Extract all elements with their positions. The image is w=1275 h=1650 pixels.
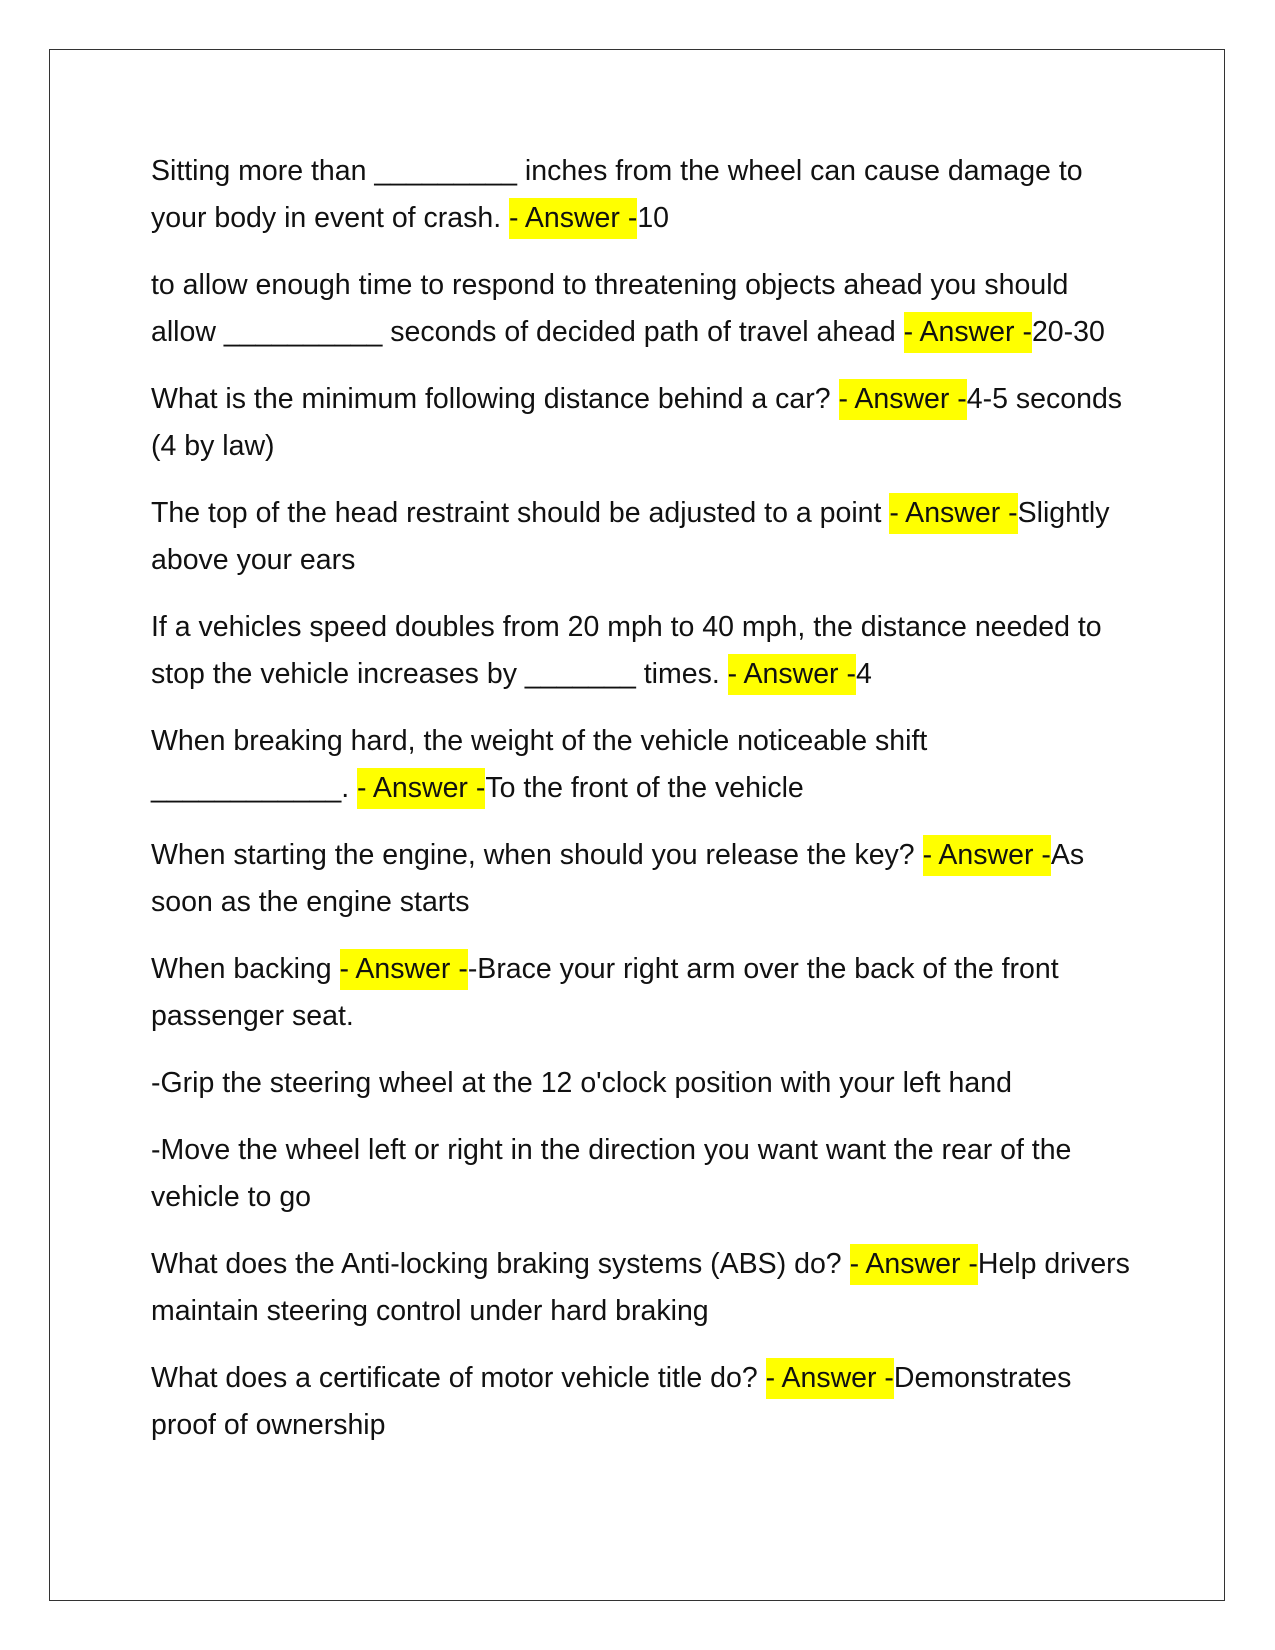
answer-text: -Brace your right arm over the back of the front passenger seat. (151, 953, 1059, 1032)
qa-item (151, 1241, 1131, 1335)
note-line: -Move the wheel left or right in the direction you want want the rear of the vehicle to go (151, 1134, 1072, 1213)
question-text: What does a certificate of motor vehicle title do? (151, 1362, 766, 1394)
document-body (151, 148, 1131, 1469)
answer-text: To the front of the vehicle (485, 772, 804, 804)
qa-item (151, 832, 1131, 926)
note-line: -Grip the steering wheel at the 12 o'clock position with your left hand (151, 1067, 1012, 1099)
question-text: to allow enough time to respond to threatening objects ahead you should allow __________ seconds of decided path of travel ahead (151, 269, 1069, 348)
answer-marker: - Answer - (340, 949, 468, 990)
qa-item (151, 1355, 1131, 1449)
answer-text: 4-5 seconds (4 by law) (151, 383, 1123, 462)
answer-marker: - Answer - (904, 312, 1032, 353)
qa-item (151, 490, 1131, 584)
qa-item (151, 604, 1131, 698)
answer-text: Help drivers maintain steering control under hard braking (151, 1248, 1130, 1327)
qa-item (151, 946, 1131, 1040)
answer-marker: - Answer - (728, 654, 856, 695)
answer-text: Slightly above your ears (151, 497, 1110, 576)
answer-marker: - Answer - (509, 198, 637, 239)
question-text: When breaking hard, the weight of the vehicle noticeable shift ____________. (151, 725, 928, 804)
answer-text: Demonstrates proof of ownership (151, 1362, 1072, 1441)
question-text: What is the minimum following distance behind a car? (151, 383, 839, 415)
answer-text: 4 (855, 658, 872, 690)
qa-item (151, 718, 1131, 812)
answer-marker: - Answer - (850, 1244, 978, 1285)
answer-text: 20-30 (1031, 316, 1105, 348)
question-text: Sitting more than _________ inches from the wheel can cause damage to your body in event of crash. (151, 155, 1083, 234)
answer-marker: - Answer - (839, 379, 967, 420)
answer-text: 10 (637, 202, 670, 234)
answer-marker: - Answer - (889, 493, 1017, 534)
qa-item (151, 262, 1131, 356)
question-text: The top of the head restraint should be adjusted to a point (151, 497, 890, 529)
qa-item (151, 148, 1131, 242)
answer-text: As soon as the engine starts (151, 839, 1085, 918)
qa-item (151, 376, 1131, 470)
question-text: When backing (151, 953, 340, 985)
answer-marker: - Answer - (766, 1358, 894, 1399)
question-text: If a vehicles speed doubles from 20 mph to 40 mph, the distance needed to stop the vehicle increases by _______ times. (151, 611, 1102, 690)
answer-marker: - Answer - (357, 768, 485, 809)
question-text: When starting the engine, when should you release the key? (151, 839, 923, 871)
answer-marker: - Answer - (923, 835, 1051, 876)
question-text: What does the Anti-locking braking systems (ABS) do? (151, 1248, 850, 1280)
